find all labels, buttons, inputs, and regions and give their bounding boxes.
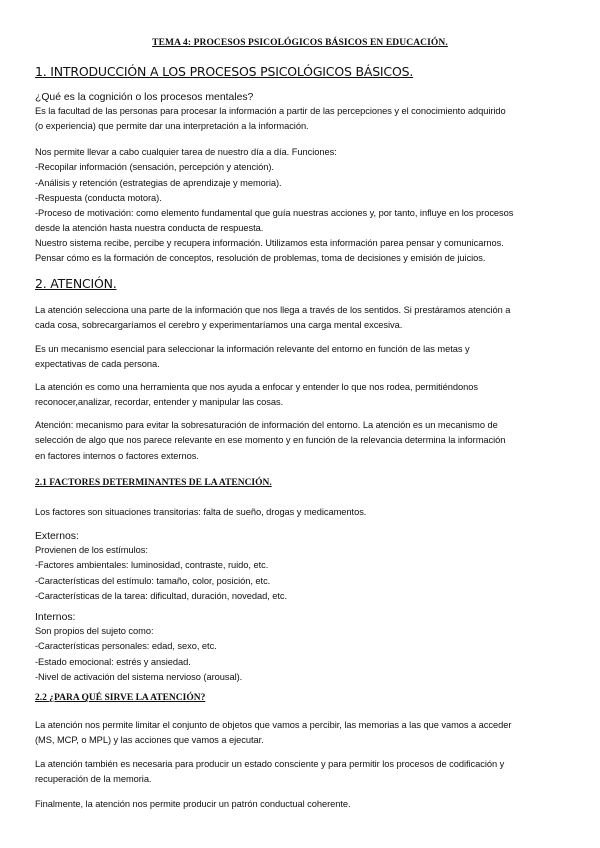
text-line: selección de algo que nos parece relevante en ese momento y en función de la relevancia determina la información	[35, 435, 506, 446]
internal-factors-list	[35, 624, 570, 685]
text-line: Los factores son situaciones transitorias: falta de sueño, drogas y medicamentos.	[35, 507, 367, 517]
section-2-1-heading: 2.1 FACTORES DETERMINANTES DE LA ATENCIÓN.	[35, 478, 272, 488]
text-line: desde la atención hasta nuestra conducta de respuesta.	[35, 223, 264, 234]
text-line: -Respuesta (conducta motora).	[35, 192, 162, 203]
text-line: Nuestro sistema recibe, percibe y recupera información. Utilizamos esta información parea pensar y comunicarnos.	[35, 238, 504, 248]
text-line: (MS, MCP, o MPL) y las acciones que vamos a ejecutar.	[35, 735, 264, 746]
list-item: -Factores ambientales: luminosidad, contraste, ruido, etc.	[35, 560, 269, 571]
section-1-functions	[35, 145, 570, 237]
text-line: Provienen de los estímulos:	[35, 545, 148, 555]
text-line: en factores internos o factores externos.	[35, 450, 199, 461]
section-2-2-paragraph-2	[35, 757, 570, 788]
external-factors-list	[35, 543, 570, 604]
section-2-2-heading: 2.2 ¿PARA QUÉ SIRVE LA ATENCIÓN?	[35, 693, 206, 703]
external-factors-title: Externos:	[35, 531, 79, 542]
text-line: La atención es como una herramienta que nos ayuda a enfocar y entender lo que nos rodea, permitiéndonos	[35, 382, 478, 392]
text-line: La atención también es necesaria para producir un estado consciente y para permitir los procesos de codificación y	[35, 759, 505, 769]
section-2-1-intro	[35, 505, 570, 520]
text-line: Pensar cómo es la formación de conceptos, resolución de problemas, toma de decisiones y emisión de juicios.	[35, 253, 486, 264]
section-1-question: ¿Qué es la cognición o los procesos mentales?	[35, 92, 254, 103]
section-2-paragraph-1	[35, 303, 570, 334]
text-line: cada cosa, sobrecargaríamos el cerebro y experimentaríamos una carga mental excesiva.	[35, 320, 403, 331]
text-line: Nos permite llevar a cabo cualquier tarea de nuestro día a día. Funciones:	[35, 147, 337, 157]
text-line: Es un mecanismo esencial para seleccionar la información relevante del entorno en función de las metas y	[35, 344, 470, 354]
section-2-2-paragraph-1	[35, 718, 570, 749]
text-line: La atención nos permite limitar el conjunto de objetos que vamos a percibir, las memorias a las que vamos a acceder	[35, 720, 512, 730]
text-line: reconocer,analizar, recordar, entender y manipular las cosas.	[35, 397, 284, 408]
section-2-paragraph-4	[35, 418, 570, 464]
section-2-paragraph-3	[35, 380, 570, 411]
section-2-2-paragraph-3	[35, 797, 570, 812]
section-2-heading: 2. ATENCIÓN.	[35, 276, 117, 291]
list-item: -Características del estímulo: tamaño, color, posición, etc.	[35, 575, 271, 586]
text-line: Atención: mecanismo para evitar la sobresaturación de información del entorno. La atención es un mecanismo de	[35, 420, 498, 430]
text-line: recuperación de la memoria.	[35, 774, 152, 785]
list-item: -Estado emocional: estrés y ansiedad.	[35, 656, 191, 667]
text-line: -Análisis y retención (estrategias de aprendizaje y memoria).	[35, 177, 282, 188]
list-item: -Características personales: edad, sexo, etc.	[35, 641, 217, 652]
text-line: La atención selecciona una parte de la información que nos llega a través de los sentidos. Si prestáramos atención a	[35, 305, 511, 315]
list-item: -Nivel de activación del sistema nervioso (arousal).	[35, 671, 243, 682]
section-1-system	[35, 236, 570, 267]
text-line: expectativas de cada persona.	[35, 359, 160, 370]
text-line: Es la facultad de las personas para procesar la información a partir de las percepciones y el conocimiento adquirido	[35, 106, 506, 116]
document-title: TEMA 4: PROCESOS PSICOLÓGICOS BÁSICOS EN EDUCACIÓN.	[152, 38, 448, 48]
section-1-definition	[35, 104, 570, 135]
list-item: -Características de la tarea: dificultad, duración, novedad, etc.	[35, 590, 288, 601]
internal-factors-title: Internos:	[35, 612, 76, 623]
text-line: (o experiencia) que permite dar una interpretación a la información.	[35, 121, 309, 132]
text-line: Son propios del sujeto como:	[35, 626, 154, 636]
text-line: -Proceso de motivación: como elemento fundamental que guía nuestras acciones y, por tanto, influye en los procesos	[35, 208, 514, 219]
section-1-heading: 1. INTRODUCCIÓN A LOS PROCESOS PSICOLÓGICOS BÁSICOS.	[35, 64, 414, 79]
section-2-paragraph-2	[35, 342, 570, 373]
text-line: -Recopilar información (sensación, percepción y atención).	[35, 162, 274, 173]
text-line: Finalmente, la atención nos permite producir un patrón conductual coherente.	[35, 799, 351, 809]
